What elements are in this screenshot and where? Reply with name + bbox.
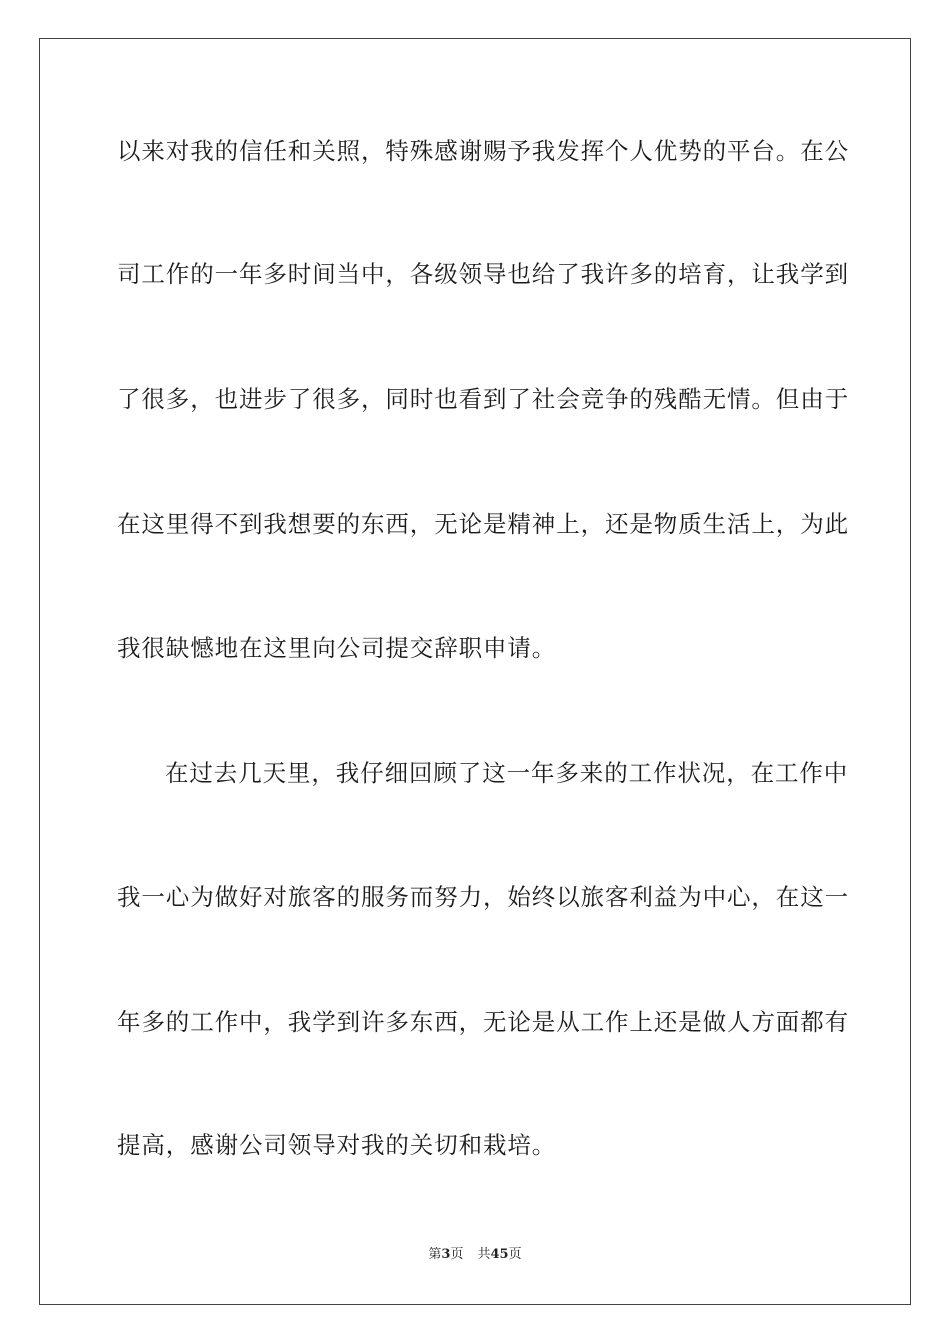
page-border xyxy=(39,38,911,1305)
page-suffix: 页 xyxy=(450,1247,464,1262)
total-pages-number: 45 xyxy=(490,1247,509,1262)
total-prefix: 共 xyxy=(477,1247,491,1262)
paragraph-line: 了很多，也进步了很多，同时也看到了社会竞争的残酷无情。但由于 xyxy=(117,385,849,413)
total-suffix: 页 xyxy=(508,1247,522,1262)
paragraph-line: 我一心为做好对旅客的服务而努力，始终以旅客利益为中心，在这一 xyxy=(117,883,849,911)
page-footer xyxy=(0,1247,950,1263)
paragraph-line: 年多的工作中，我学到许多东西，无论是从工作上还是做人方面都有 xyxy=(117,1008,849,1036)
page-prefix: 第 xyxy=(428,1247,442,1262)
paragraph-line: 以来对我的信任和关照，特殊感谢赐予我发挥个人优势的平台。在公 xyxy=(117,137,849,165)
paragraph-line: 我很缺憾地在这里向公司提交辞职申请。 xyxy=(117,634,557,662)
paragraph-line: 提高，感谢公司领导对我的关切和栽培。 xyxy=(117,1131,557,1159)
current-page-number: 3 xyxy=(441,1247,451,1262)
paragraph-line: 司工作的一年多时间当中，各级领导也给了我许多的培育，让我学到 xyxy=(117,260,849,288)
paragraph-line: 在过去几天里，我仔细回顾了这一年多来的工作状况，在工作中 xyxy=(165,759,849,787)
paragraph-line: 在这里得不到我想要的东西，无论是精神上，还是物质生活上，为此 xyxy=(117,510,849,538)
